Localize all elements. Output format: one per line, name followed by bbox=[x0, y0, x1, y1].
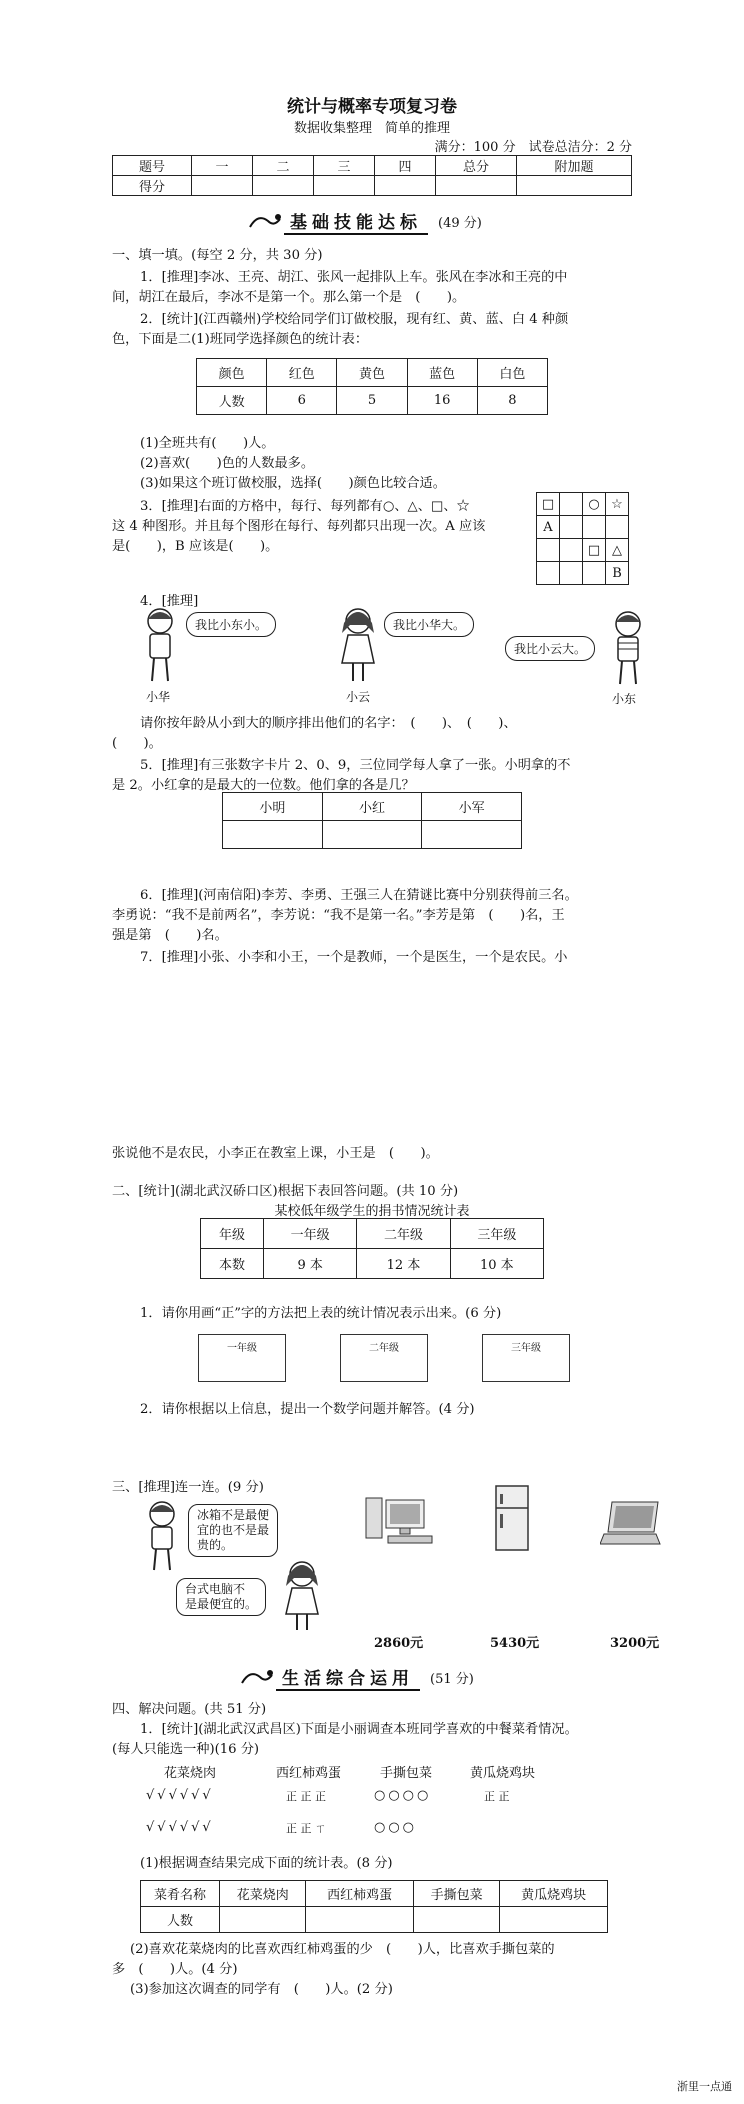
tally-label: 二年级 bbox=[369, 1343, 399, 1354]
laptop-icon[interactable] bbox=[600, 1498, 664, 1548]
question-text: 1．[统计](湖北武汉武昌区)下面是小丽调查本班同学喜欢的中餐菜肴情况。 bbox=[140, 1722, 578, 1737]
question-text: 2．请你根据以上信息，提出一个数学问题并解答。(4 分) bbox=[140, 1402, 475, 1417]
score-input-4[interactable] bbox=[375, 176, 436, 196]
question-text: 强是第 ( )名。 bbox=[112, 928, 228, 943]
question-text: 2．[统计](江西赣州)学校给同学们订做校服，现有红、黄、蓝、白 4 种颜 bbox=[140, 312, 569, 327]
desktop-computer-icon[interactable] bbox=[364, 1494, 436, 1548]
survey-marks: 正 正 正 bbox=[286, 1790, 326, 1803]
table-cell: 人数 bbox=[197, 387, 267, 415]
swirl-icon bbox=[240, 1667, 276, 1687]
score-input-bonus[interactable] bbox=[517, 176, 632, 196]
table-cell: 10 本 bbox=[450, 1249, 543, 1279]
table-cell: 6 bbox=[267, 387, 337, 415]
score-cell: 四 bbox=[375, 156, 436, 176]
question-text: ( )。 bbox=[112, 736, 162, 751]
score-cell: 三 bbox=[314, 156, 375, 176]
question-text: 6．[推理](河南信阳)李芳、李勇、王强三人在猜谜比赛中分别获得前三名。 bbox=[140, 888, 578, 903]
grid-cell bbox=[537, 562, 560, 585]
grid-cell bbox=[560, 539, 583, 562]
swirl-icon bbox=[248, 211, 284, 231]
section-heading: 四、解决问题。(共 51 分) bbox=[112, 1702, 267, 1717]
refrigerator-icon[interactable] bbox=[492, 1484, 532, 1554]
banner-text: 生活综合运用 bbox=[276, 1664, 420, 1691]
tally-box[interactable] bbox=[198, 1334, 286, 1382]
page-subtitle: 数据收集整理 简单的推理 bbox=[293, 121, 450, 136]
sub-question: (2)喜欢( )色的人数最多。 bbox=[140, 456, 315, 471]
question-text: 色，下面是二(1)班同学选择颜色的统计表： bbox=[112, 332, 369, 347]
dish-name: 花菜烧肉 bbox=[164, 1766, 217, 1781]
table-cell: 本数 bbox=[201, 1249, 264, 1279]
question-text: 是( )，B 应该是( )。 bbox=[112, 539, 279, 554]
shape-grid bbox=[536, 492, 629, 585]
table-cell: 8 bbox=[477, 387, 547, 415]
grid-cell: □ bbox=[583, 539, 606, 562]
question-text: (每人只能选一种)(16 分) bbox=[112, 1742, 260, 1757]
grid-cell bbox=[583, 516, 606, 539]
page-title: 统计与概率专项复习卷 bbox=[287, 97, 457, 117]
question-text: 5．[推理]有三张数字卡片 2、0、9，三位同学每人拿了一张。小明拿的不 bbox=[140, 758, 571, 773]
banner-score: (49 分) bbox=[438, 215, 482, 231]
score-input-2[interactable] bbox=[253, 176, 314, 196]
publisher-footer: 浙里一点通 bbox=[677, 2080, 732, 2093]
score-cell: 题号 bbox=[113, 156, 192, 176]
table-header: 手撕包菜 bbox=[413, 1881, 499, 1907]
banner-score: (51 分) bbox=[430, 1671, 474, 1687]
speech-bubble: 我比小云大。 bbox=[505, 636, 595, 661]
table-header: 黄瓜烧鸡块 bbox=[500, 1881, 608, 1907]
score-input-3[interactable] bbox=[314, 176, 375, 196]
tally-box[interactable] bbox=[482, 1334, 570, 1382]
score-table bbox=[112, 155, 632, 196]
section-heading: 三、[推理]连一连。(9 分) bbox=[112, 1480, 264, 1495]
grid-cell: □ bbox=[537, 493, 560, 516]
survey-marks: ○○○ bbox=[374, 1820, 418, 1835]
dish-name: 西红柿鸡蛋 bbox=[276, 1766, 342, 1781]
score-cell: 附加题 bbox=[517, 156, 632, 176]
section-heading: 二、[统计](湖北武汉硚口区)根据下表回答问题。(共 10 分) bbox=[112, 1184, 459, 1199]
banner-text: 基础技能达标 bbox=[284, 208, 428, 235]
score-cell: 得分 bbox=[113, 176, 192, 196]
color-table bbox=[196, 358, 548, 415]
table-header: 小军 bbox=[422, 793, 522, 821]
question-text: 3．[推理]右面的方格中，每行、每列都有○、△、□、☆ bbox=[140, 499, 470, 514]
table-header: 三年级 bbox=[450, 1219, 543, 1249]
score-info: 满分：100 分 试卷总洁分：2 分 bbox=[434, 140, 632, 155]
table-cell: 12 本 bbox=[357, 1249, 450, 1279]
speech-bubble-fridge bbox=[188, 1504, 278, 1557]
sub-question: (2)喜欢花菜烧肉的比喜欢西红柿鸡蛋的少 ( )人，比喜欢手撕包菜的 bbox=[130, 1942, 555, 1957]
table-cell: 16 bbox=[407, 387, 477, 415]
grid-cell: B bbox=[606, 562, 629, 585]
grid-cell bbox=[606, 516, 629, 539]
bubble-line: 宜的也不是最 bbox=[197, 1523, 270, 1537]
child-name: 小云 bbox=[346, 690, 371, 704]
answer-cell[interactable] bbox=[500, 1907, 608, 1933]
sub-question: (1)全班共有( )人。 bbox=[140, 436, 275, 451]
table-header: 花菜烧肉 bbox=[220, 1881, 306, 1907]
speech-bubble-desktop bbox=[176, 1578, 266, 1616]
bubble-line: 台式电脑不 bbox=[185, 1582, 246, 1596]
dish-stat-table bbox=[140, 1880, 608, 1933]
score-cell: 二 bbox=[253, 156, 314, 176]
question-text: 间，胡江在最后，李冰不是第一个。那么第一个是 ( )。 bbox=[112, 290, 466, 305]
grid-cell: △ bbox=[606, 539, 629, 562]
question-text: 这 4 种图形。并且每个图形在每行、每列都只出现一次。A 应该 bbox=[112, 519, 486, 534]
question-text: 1．[推理]李冰、王亮、胡江、张风一起排队上车。张风在李冰和王亮的中 bbox=[140, 270, 568, 285]
answer-cell[interactable] bbox=[223, 821, 323, 849]
grid-cell: A bbox=[537, 516, 560, 539]
tally-box[interactable] bbox=[340, 1334, 428, 1382]
table-cell: 9 本 bbox=[264, 1249, 357, 1279]
survey-marks: 正 正 bbox=[484, 1790, 510, 1803]
table-header: 二年级 bbox=[357, 1219, 450, 1249]
dish-name: 手撕包菜 bbox=[380, 1766, 433, 1781]
tally-label: 一年级 bbox=[227, 1343, 257, 1354]
sub-question: (1)根据调查结果完成下面的统计表。(8 分) bbox=[140, 1856, 393, 1871]
grid-cell bbox=[583, 562, 606, 585]
score-input-total[interactable] bbox=[436, 176, 517, 196]
child-figure-xiaoyun bbox=[336, 607, 380, 685]
question-text: 1．请你用画“正”字的方法把上表的统计情况表示出来。(6 分) bbox=[140, 1306, 502, 1321]
child-figure-girl bbox=[280, 1560, 324, 1632]
answer-cell[interactable] bbox=[413, 1907, 499, 1933]
price-label: 5430元 bbox=[490, 1636, 540, 1651]
table-header: 红色 bbox=[267, 359, 337, 387]
bubble-line: 是最便宜的。 bbox=[185, 1597, 258, 1611]
question-text: 请你按年龄从小到大的顺序排出他们的名字： ( )、 ( )、 bbox=[140, 716, 517, 731]
answer-cell[interactable] bbox=[306, 1907, 414, 1933]
survey-marks: 正 正 ㄒ bbox=[286, 1822, 326, 1835]
speech-bubble: 我比小华大。 bbox=[384, 612, 474, 637]
answer-cell[interactable] bbox=[322, 821, 422, 849]
table-header: 小红 bbox=[322, 793, 422, 821]
score-input-1[interactable] bbox=[192, 176, 253, 196]
survey-marks: √√√√√√ bbox=[146, 1788, 214, 1803]
dish-name: 黄瓜烧鸡块 bbox=[470, 1766, 536, 1781]
question-text: 张说他不是农民，小李正在教室上课，小王是 ( )。 bbox=[112, 1146, 439, 1161]
table-header: 年级 bbox=[201, 1219, 264, 1249]
section-banner-basic bbox=[248, 208, 482, 234]
child-figure-xiaodong bbox=[606, 610, 650, 688]
grid-cell bbox=[560, 493, 583, 516]
grid-cell bbox=[537, 539, 560, 562]
child-figure-boy bbox=[140, 1500, 184, 1572]
child-name: 小华 bbox=[146, 690, 171, 704]
grid-cell: ☆ bbox=[606, 493, 629, 516]
table-header: 白色 bbox=[477, 359, 547, 387]
section-banner-life bbox=[240, 1664, 474, 1690]
survey-marks: ○○○○ bbox=[374, 1788, 432, 1803]
question-text: 李勇说：“我不是前两名”，李芳说：“我不是第一名。”李芳是第 ( )名，王 bbox=[112, 908, 565, 923]
bubble-line: 冰箱不是最便 bbox=[197, 1508, 270, 1522]
table-header: 菜肴名称 bbox=[141, 1881, 220, 1907]
child-figure-xiaohua bbox=[138, 607, 182, 685]
sub-question: (3)如果这个班订做校服，选择( )颜色比较合适。 bbox=[140, 476, 446, 491]
card-answer-table bbox=[222, 792, 522, 849]
score-cell: 一 bbox=[192, 156, 253, 176]
table-header: 颜色 bbox=[197, 359, 267, 387]
survey-marks: √√√√√√ bbox=[146, 1820, 214, 1835]
table-title: 某校低年级学生的捐书情况统计表 bbox=[274, 1204, 470, 1219]
donation-table bbox=[200, 1218, 544, 1279]
speech-bubble: 我比小东小。 bbox=[186, 612, 276, 637]
table-header: 一年级 bbox=[264, 1219, 357, 1249]
sub-question: (3)参加这次调查的同学有 ( )人。(2 分) bbox=[130, 1982, 393, 1997]
table-header: 蓝色 bbox=[407, 359, 477, 387]
price-label: 2860元 bbox=[374, 1636, 424, 1651]
price-label: 3200元 bbox=[610, 1636, 660, 1651]
question-text: 7．[推理]小张、小李和小王，一个是教师，一个是医生，一个是农民。小 bbox=[140, 950, 568, 965]
tally-label: 三年级 bbox=[511, 1343, 541, 1354]
answer-cell[interactable] bbox=[220, 1907, 306, 1933]
table-cell: 人数 bbox=[141, 1907, 220, 1933]
sub-question: 多 ( )人。(4 分) bbox=[112, 1962, 238, 1977]
bubble-line: 贵的。 bbox=[197, 1538, 234, 1552]
score-cell: 总分 bbox=[436, 156, 517, 176]
section-heading: 一、填一填。(每空 2 分，共 30 分) bbox=[112, 248, 323, 263]
table-cell: 5 bbox=[337, 387, 407, 415]
answer-cell[interactable] bbox=[422, 821, 522, 849]
table-header: 小明 bbox=[223, 793, 323, 821]
question-text: 4．[推理] bbox=[140, 594, 199, 609]
child-name: 小东 bbox=[612, 692, 637, 706]
table-header: 黄色 bbox=[337, 359, 407, 387]
grid-cell bbox=[560, 516, 583, 539]
question-text: 是 2。小红拿的是最大的一位数。他们拿的各是几？ bbox=[112, 778, 415, 793]
table-header: 西红柿鸡蛋 bbox=[306, 1881, 414, 1907]
grid-cell: ○ bbox=[583, 493, 606, 516]
grid-cell bbox=[560, 562, 583, 585]
